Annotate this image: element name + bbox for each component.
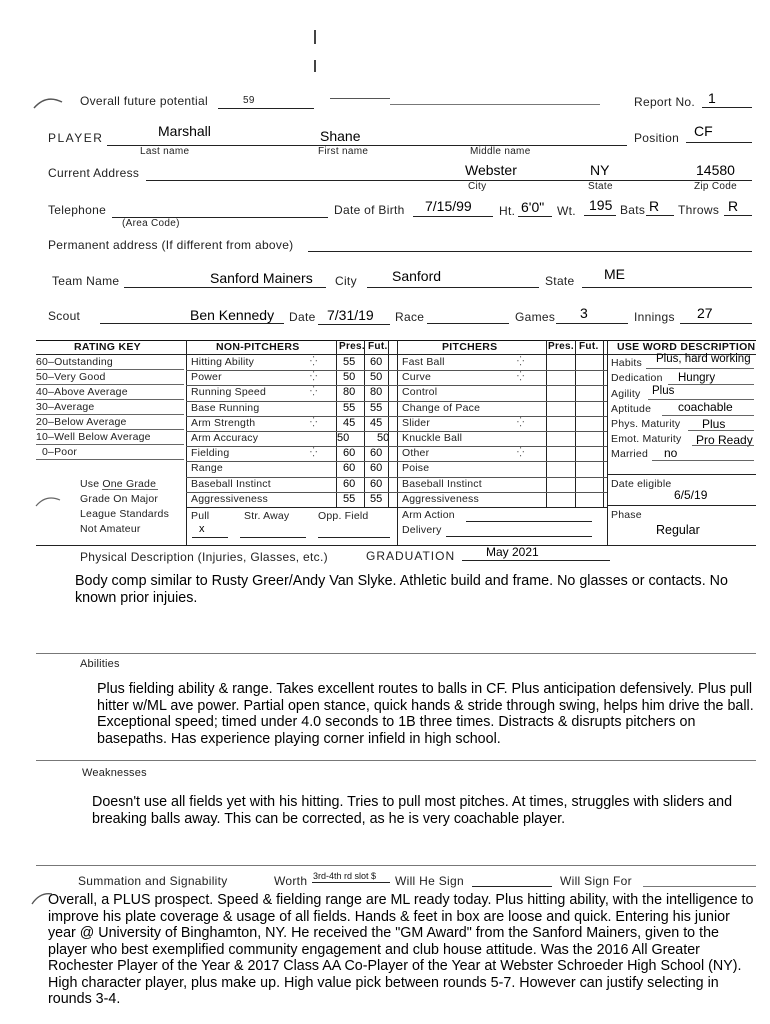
- first-name-caption: First name: [318, 146, 369, 157]
- np-row-label: Power: [191, 371, 222, 384]
- current-address-label: Current Address: [48, 166, 140, 180]
- col-sep: [575, 340, 576, 507]
- key-underline: [36, 414, 184, 415]
- phys-maturity-value: Plus: [702, 417, 726, 431]
- innings-value: 27: [697, 305, 713, 321]
- p-row-label: Poise: [402, 462, 430, 475]
- p-row-label: Control: [402, 386, 438, 399]
- scout-date-value: 7/31/19: [327, 307, 374, 323]
- key-underline: [36, 384, 184, 385]
- report-no-value: 1: [708, 90, 716, 106]
- opp-field-label: Opp. Field: [318, 510, 369, 522]
- key-underline: [36, 399, 184, 400]
- emot-maturity-line: [692, 445, 754, 446]
- weight-value: 195: [589, 197, 613, 213]
- weight-label: Wt.: [557, 204, 576, 218]
- grade-note-line: League Standards: [80, 508, 170, 520]
- np-row-marker: ⁛: [310, 447, 318, 458]
- np-row-fut: 60: [370, 477, 383, 490]
- state-caption: State: [588, 181, 613, 192]
- np-row-fut: 50: [370, 371, 383, 384]
- middle-name-caption: Middle name: [470, 146, 531, 157]
- note-underline: [102, 489, 158, 490]
- married-line: [652, 460, 754, 461]
- scout-date-label: Date: [289, 310, 316, 324]
- address-zip: 14580: [696, 162, 735, 178]
- permanent-address-label: Permanent address (If different from above): [48, 238, 294, 252]
- will-sign-for-line: [643, 886, 756, 887]
- p-row-label: Curve: [402, 371, 432, 384]
- rating-key-item: 40–Above Average: [36, 386, 128, 398]
- summation-label: Summation and Signability: [78, 874, 228, 888]
- player-first-name: Shane: [320, 128, 361, 144]
- p-row-label: Change of Pace: [402, 401, 481, 414]
- col-sep: [603, 340, 604, 507]
- key-underline: [36, 444, 184, 445]
- dedication-line: [668, 384, 754, 385]
- married-label: Married: [611, 448, 648, 460]
- str-away-line: [240, 537, 306, 538]
- np-row-pres: 60: [343, 447, 356, 460]
- worth-line: [312, 882, 390, 883]
- p-pres-header: Pres.: [548, 341, 574, 352]
- np-pres-header: Pres.: [339, 341, 365, 352]
- np-row-label: Base Running: [191, 401, 260, 414]
- weaknesses-label: Weaknesses: [82, 767, 147, 779]
- scout-label: Scout: [48, 309, 81, 323]
- rating-key-item: 60–Outstanding: [36, 356, 113, 368]
- p-bottom-rule: [397, 507, 607, 508]
- overall-value: 59: [243, 95, 255, 106]
- np-row-pres: 55: [343, 492, 356, 505]
- habits-label: Habits: [611, 357, 642, 369]
- np-row-label: Fielding: [191, 447, 230, 460]
- team-value: Sanford Mainers: [210, 270, 313, 286]
- phase-label: Phase: [611, 509, 642, 521]
- col-sep: [336, 340, 337, 507]
- key-underline: [36, 459, 184, 460]
- use-word-rule: [607, 505, 756, 506]
- team-city-value: Sanford: [392, 268, 442, 284]
- np-row-fut: 60: [370, 356, 383, 368]
- np-row-fut: 55: [370, 401, 383, 414]
- np-row-pres: 60: [343, 462, 356, 475]
- np-row-label: Baseball Instinct: [191, 477, 271, 490]
- col-sep: [607, 340, 608, 545]
- last-name-caption: Last name: [140, 146, 190, 157]
- abilities-text: Plus fielding ability & range. Takes excellent routes to balls in CF. Plus anticipation defensively. Plus pull hitter w/ML ave power. Partial open stance, quick hands & stride through swing, helps him drive the ball. Exceptional speed; timed under 4.0 seconds to 1B three times. Distracts & disrupts pitchers on basepaths. Has experience playing corner infield in high school.: [97, 681, 754, 747]
- rating-key-item: 20–Below Average: [36, 416, 127, 428]
- married-value: no: [664, 446, 678, 460]
- bats-value: R: [649, 198, 660, 214]
- p-fut-header: Fut.: [579, 341, 599, 352]
- np-row-label: Running Speed: [191, 386, 266, 399]
- dedication-value: Hungry: [678, 372, 716, 384]
- p-row-label: Baseball Instinct: [402, 477, 482, 490]
- np-row-marker: ⁛: [310, 416, 318, 427]
- emot-maturity-label: Emot. Maturity: [611, 433, 682, 445]
- p-row-label: Slider: [402, 416, 431, 429]
- col-sep: [364, 340, 365, 507]
- zip-caption: Zip Code: [694, 181, 737, 192]
- date-eligible-label: Date eligible: [611, 478, 672, 490]
- np-fut-header: Fut.: [368, 341, 388, 352]
- np-row-label: Arm Accuracy: [191, 432, 259, 444]
- np-row-fut: 80: [370, 386, 383, 399]
- phys-maturity-line: [688, 430, 754, 431]
- weaknesses-text: Doesn't use all fields yet with his hitting. Tries to pull most pitches. At times, struggles with sliders and breaking balls away. This can be corrected, as he is very coachable player.: [92, 794, 733, 827]
- rating-key-item: 0–Poor: [42, 446, 78, 458]
- city-caption: City: [468, 181, 487, 192]
- rating-key-item: 30–Average: [36, 401, 95, 413]
- bats-label: Bats: [620, 203, 646, 217]
- dob-value: 7/15/99: [425, 198, 472, 214]
- date-eligible-value: 6/5/19: [674, 488, 708, 502]
- np-row-fut: 45: [370, 416, 383, 429]
- np-row-marker: ⁛: [310, 386, 318, 397]
- np-row-pres: 80: [343, 386, 356, 399]
- grade-note-line: Grade On Major: [80, 493, 159, 505]
- grade-note-line: Use One Grade: [80, 478, 157, 490]
- team-state-label: State: [545, 274, 575, 288]
- np-row-fut: 60: [370, 447, 383, 460]
- summation-text: Overall, a PLUS prospect. Speed & fielding range are ML ready today. Plus hitting ability, with the intelligence to improve his plate coverage & usage of all fields. Hands & feet in box are loose and quick. Entering his junior year @ University of Binghamton, NY. He received the "GM Award" from the Sanford Mainers, given to the player who best exemplified community engagement and club house attitude. Was the 2016 All Greater Rochester Player of the Year & 2017 Class AA Co-Player of the Year at Webster Schroeder High School (NY). High character player, plus make up. High value pick between rounds 5-7. However can justify selecting in rounds 3-4.: [48, 892, 754, 1007]
- aptitude-line: [662, 415, 754, 416]
- player-label: PLAYER: [48, 131, 104, 145]
- arm-action-label: Arm Action: [402, 509, 455, 521]
- np-row-fut: 50: [377, 432, 390, 444]
- np-row-pres: 50: [343, 371, 356, 384]
- key-underline: [36, 369, 184, 370]
- phys-maturity-label: Phys. Maturity: [611, 418, 681, 430]
- np-row-fut: 55: [370, 492, 383, 505]
- team-state-value: ME: [604, 266, 625, 282]
- np-row-label: Hitting Ability: [191, 356, 255, 368]
- p-row-marker: ⁛: [517, 356, 525, 366]
- pull-label: Pull: [191, 510, 210, 522]
- area-code-caption: (Area Code): [122, 218, 180, 229]
- overall-label: Overall future potential: [80, 94, 208, 108]
- physical-label: Physical Description (Injuries, Glasses, etc.): [80, 550, 328, 564]
- throws-value: R: [728, 198, 739, 214]
- dedication-label: Dedication: [611, 372, 663, 384]
- col-sep: [546, 340, 547, 507]
- will-sign-label: Will He Sign: [395, 874, 464, 888]
- team-label: Team Name: [52, 274, 120, 288]
- habits-value: Plus, hard working: [656, 353, 751, 365]
- position-value: CF: [694, 123, 713, 139]
- physical-text: Body comp similar to Rusty Greer/Andy Van Slyke. Athletic build and frame. No glasses or contacts. No known prior injuies.: [75, 573, 728, 606]
- p-row-marker: ⁛: [517, 447, 525, 458]
- graduation-line: [462, 560, 610, 561]
- graduation-label: GRADUATION: [366, 549, 456, 563]
- position-label: Position: [634, 131, 680, 145]
- np-row-marker: ⁛: [310, 356, 318, 366]
- section-rule: [36, 865, 756, 866]
- np-row-pres: 45: [343, 416, 356, 429]
- will-sign-for-label: Will Sign For: [560, 874, 632, 888]
- telephone-label: Telephone: [48, 203, 107, 217]
- p-row-label: Aggressiveness: [402, 492, 479, 505]
- np-bottom-rule: [186, 507, 397, 508]
- rating-key-item: 10–Well Below Average: [36, 431, 151, 443]
- rating-key-item: 50–Very Good: [36, 371, 106, 383]
- innings-label: Innings: [634, 310, 675, 324]
- np-row-label: Arm Strength: [191, 416, 256, 429]
- abilities-label: Abilities: [80, 658, 120, 670]
- worth-value: 3rd-4th rd slot $: [313, 871, 377, 881]
- aptitude-label: Aptitude: [611, 403, 652, 415]
- graduation-value: May 2021: [486, 545, 539, 559]
- will-sign-line: [472, 886, 552, 887]
- agility-label: Agility: [611, 388, 641, 400]
- arm-action-line: [466, 521, 592, 522]
- np-row-pres: 55: [343, 401, 356, 414]
- worth-label: Worth: [274, 874, 308, 888]
- section-rule: [36, 760, 756, 761]
- scout-value: Ben Kennedy: [190, 307, 275, 323]
- np-row-marker: ⁛: [310, 371, 318, 382]
- p-row-label: Knuckle Ball: [402, 432, 463, 444]
- p-row-marker: ⁛: [517, 371, 525, 382]
- np-row-pres: 55: [343, 356, 356, 368]
- emot-maturity-value: Pro Ready: [696, 433, 753, 447]
- aptitude-value: coachable: [678, 400, 733, 414]
- grade-note-line: Not Amateur: [80, 523, 141, 535]
- np-row-label: Aggressiveness: [191, 492, 268, 505]
- section-rule: [36, 653, 756, 654]
- table-bottom-rule: [36, 545, 756, 546]
- delivery-label: Delivery: [402, 524, 442, 536]
- use-word-header: USE WORD DESCRIPTION: [617, 341, 756, 353]
- p-row-marker: ⁛: [517, 416, 525, 427]
- games-value: 3: [580, 305, 588, 321]
- np-row-pres: 60: [343, 477, 356, 490]
- report-no-label: Report No.: [634, 95, 696, 109]
- np-row-pres: 50: [337, 432, 350, 444]
- throws-label: Throws: [678, 203, 720, 217]
- habits-line: [646, 368, 754, 369]
- np-row-fut: 60: [370, 462, 383, 475]
- height-value: 6'0": [521, 199, 545, 215]
- non-pitchers-header: NON-PITCHERS: [216, 341, 300, 353]
- col-sep: [388, 340, 389, 507]
- p-row-label: Other: [402, 447, 430, 460]
- phase-value: Regular: [656, 523, 700, 537]
- table-header-rule: [36, 354, 756, 355]
- use-word-rule: [607, 474, 756, 475]
- pull-line: [192, 537, 228, 538]
- team-city-label: City: [335, 274, 357, 288]
- address-state: NY: [590, 162, 610, 178]
- pitchers-header: PITCHERS: [442, 341, 498, 353]
- race-label: Race: [395, 310, 425, 324]
- grade-note-mark: [34, 490, 64, 510]
- pull-value: x: [199, 523, 205, 535]
- p-row-label: Fast Ball: [402, 356, 445, 368]
- opp-field-line: [318, 537, 390, 538]
- str-away-label: Str. Away: [244, 510, 290, 522]
- key-underline: [36, 429, 184, 430]
- agility-value: Plus: [652, 385, 675, 397]
- games-label: Games: [515, 310, 556, 324]
- np-row-label: Range: [191, 462, 223, 475]
- delivery-line: [446, 536, 592, 537]
- rating-key-header: RATING KEY: [74, 341, 141, 353]
- player-last-name: Marshall: [158, 123, 211, 139]
- height-label: Ht.: [499, 204, 516, 218]
- dob-label: Date of Birth: [334, 203, 405, 217]
- address-city: Webster: [465, 162, 517, 178]
